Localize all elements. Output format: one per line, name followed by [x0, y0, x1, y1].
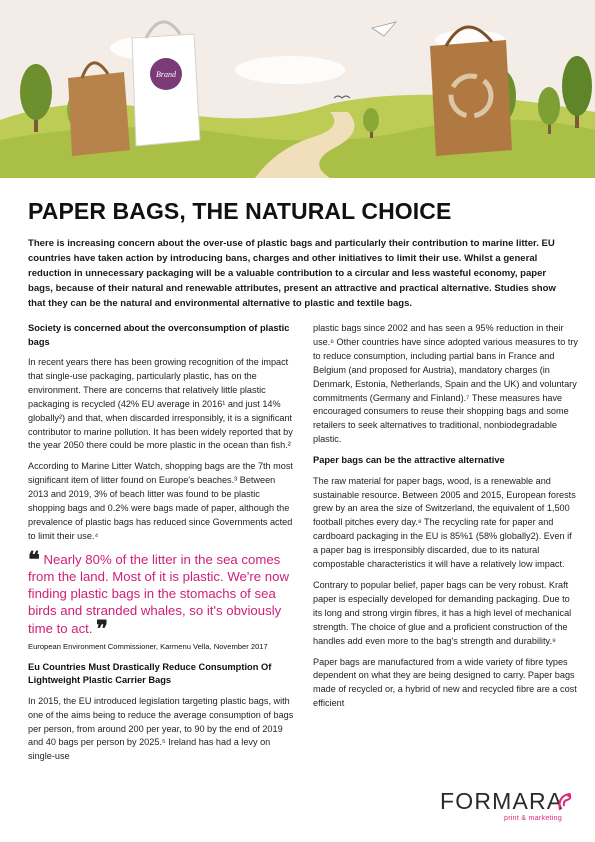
- logo-tagline: print & marketing: [504, 815, 563, 822]
- paragraph-raw-material: The raw material for paper bags, wood, is a renewable and sustainable resource. Between 2005 and 2015, European forests grew by an area the size of Switzerland, the equivalent of 1,500 football pitches every day.⁸ The recycling rate for paper and cardboard packaging in the EU is 85%1 (58% globally2). Even if a paper bag is irresponsibly discarded, due to its natural compostable characteristics it will have a relatively low impact.: [313, 475, 576, 570]
- paragraph-recognition: In recent years there has been growing recognition of the impact that single-use packaging, particularly plastic, has on the environment. There are concerns that relatively little plastic packaging is recycled (42% EU average in 2016¹ and just 14% globally²) and that, when discarded irresponsibly, it is a significant contributor to marine pollution. It has been widely reported that by the year 2050 there could be more plastic in the ocean than fish.²: [28, 357, 293, 451]
- open-quote-icon: ❝: [28, 546, 40, 572]
- recycle-bag-icon: [430, 27, 512, 156]
- paragraph-marine-litter: According to Marine Litter Watch, shopping bags are the 7th most significant item of litter found on Europe's beaches.³ Between 2013 and 2019, 3% of beach litter was found to be plastic shopping bags and 0.2% were bags made of paper, although the prevalence of plastic bags has reduced since Governments acted to limit their use.⁴: [28, 461, 293, 541]
- brand-bag-label: Brand: [156, 70, 176, 79]
- paragraph-fibre-types: Paper bags are manufactured from a wide variety of fibre types dependent on what they are being designed to carry. Paper bags made of recycled or, a hybrid of new and recycled fibre are a cost efficient: [313, 656, 577, 709]
- section-heading-society: Society is concerned about the overconsumption of plastic bags: [28, 323, 290, 347]
- hero-scene: [0, 0, 595, 178]
- pull-quote-text: Nearly 80% of the litter in the sea comes from the land. Most of it is plastic. We're now finding plastic bags in the stomachs of sea birds and stranded whales, so it's obviously time to act.: [28, 551, 289, 636]
- paragraph-ireland-levy: plastic bags since 2002 and has seen a 95% reduction in their use.⁶ Other countries have since adopted various measures to try to reduce consumption, including partial bans in France and Belgium (and proposed for Austria), mandatory charges (in Denmark, Estonia, Netherlands, Spain and the UK) and voluntary commitments (Germany and Finland).⁷ These measures have encouraged consumers to reuse their shopping bags and some retailers to seek alternatives to traditional, nonbiodegradable plastic.: [313, 323, 578, 445]
- right-column: [313, 322, 579, 718]
- quote-attribution: European Environment Commissioner, Karmenu Vella, November 2017: [28, 641, 268, 651]
- hero-illustration: [0, 0, 595, 178]
- logo-wordmark: FORMARA: [440, 788, 564, 814]
- section-heading-alternative: Paper bags can be the attractive alternative: [313, 455, 505, 466]
- brand-bag-icon: [132, 22, 200, 146]
- page-title: PAPER BAGS, THE NATURAL CHOICE: [28, 198, 452, 224]
- flamingo-icon: [554, 790, 576, 812]
- paragraph-eu-legislation: In 2015, the EU introduced legislation targeting plastic bags, with one of the aims being to reduce the average consumption of bags per person, from around 200 per year, to 90 by the end of 2019 and 40 bags per person by 2025.⁵ Ireland has had a levy on single-use: [28, 695, 294, 762]
- section-heading-eu: Eu Countries Must Drastically Reduce Consumption Of Lightweight Plastic Carrier Bags: [28, 661, 272, 686]
- pull-quote: [28, 546, 294, 641]
- intro-paragraph: There is increasing concern about the over-use of plastic bags and particularly their contribution to marine litter. EU countries have taken action by introducing bans, charges and other initiatives to limit their use. Whilst a general reduction in unnecessary packaging will be a valuable contribution to a circular and less wasteful economy, paper bags, because of their natural and renewable attributes, present an attractive and practical alternative. Studies show that they can be the natural and environmental alternative to plastic and textile bags.: [28, 238, 556, 309]
- close-quote-icon: ❞: [96, 615, 109, 641]
- paragraph-robust: Contrary to popular belief, paper bags can be very robust. Kraft paper is especially developed for demanding packaging. Due to its long and strong virgin fibres, it has a high level of mechanical strength. The choice of glue and a proficient construction of the handles add even more to the bag's strength and durability.⁹: [313, 580, 572, 646]
- formara-logo: [440, 788, 580, 828]
- left-column: [28, 322, 294, 771]
